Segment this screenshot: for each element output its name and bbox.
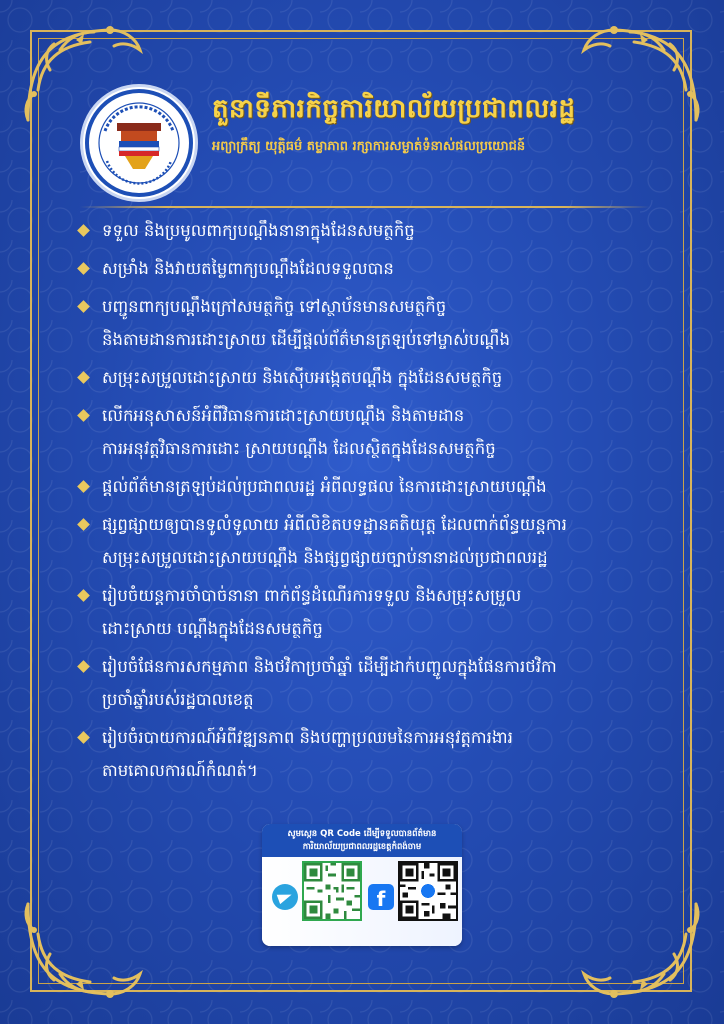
list-item: [76, 399, 666, 465]
list-item-text: រៀបចំយន្តការចាំបាច់នានា ពាក់ព័ន្ធដំណើរការទទួល និងសម្រុះសម្រួល: [102, 586, 522, 605]
diamond-bullet-icon: [78, 661, 89, 672]
diamond-bullet-icon: [78, 410, 89, 421]
list-item-text: សម្រាំង និងវាយតម្លៃពាក្យបណ្ដឹងដែលទទួលបាន: [102, 259, 394, 278]
list-item-text: បញ្ជូនពាក្យបណ្ដឹងក្រៅសមត្ថកិច្ច ទៅស្ថាប័នមានសមត្ថកិច្ច: [102, 297, 447, 316]
list-item: [76, 252, 666, 285]
list-item-text: រៀបចំផែនការសកម្មភាព និងថវិកាប្រចាំឆ្នាំ ដើម្បីដាក់បញ្ចូលក្នុងផែនការថវិកា: [102, 657, 557, 676]
ombudsman-logo-icon: [80, 84, 198, 202]
page-subtitle: អព្យាក្រឹត្យ យុត្តិធម៌ តម្លាភាព រក្សាការសម្ងាត់ទំនាស់ផលប្រយោជន៍: [212, 139, 526, 154]
duties-list: [76, 214, 666, 792]
diamond-bullet-icon: [78, 519, 89, 530]
qr-heading-line: សូមស្កេន QR Code ដើម្បីទទួលបានព័ត៌មាន: [287, 829, 437, 839]
corner-ornament-icon: [20, 894, 150, 1004]
qr-panel-body: [262, 857, 462, 946]
telegram-icon[interactable]: [272, 884, 298, 910]
list-item-text: ផ្ដល់ព័ត៌មានត្រឡប់ដល់ប្រជាពលរដ្ឋ អំពីលទ្ធផល នៃការដោះស្រាយបណ្ដឹង: [102, 477, 547, 496]
corner-ornament-icon: [574, 894, 704, 1004]
list-item: [76, 650, 666, 716]
diamond-bullet-icon: [78, 590, 89, 601]
list-item-text: និងតាមដានការដោះស្រាយ ដើម្បីផ្ដល់ព័ត៌មានត្រឡប់ទៅម្ចាស់បណ្ដឹង: [102, 330, 510, 349]
list-item: [76, 470, 666, 503]
list-item-text: ដោះស្រាយ បណ្ដឹងក្នុងដែនសមត្ថកិច្ច: [102, 619, 323, 638]
facebook-qr-code-icon[interactable]: [398, 861, 458, 921]
header-divider: [80, 206, 650, 208]
telegram-qr-code-icon[interactable]: [302, 861, 362, 921]
diamond-bullet-icon: [78, 372, 89, 383]
list-item-text: រៀបចំរបាយការណ៍អំពីវឌ្ឍនភាព និងបញ្ហាប្រឈមនៃការអនុវត្តការងារ: [102, 728, 513, 747]
list-item: [76, 508, 666, 574]
diamond-bullet-icon: [78, 225, 89, 236]
list-item-text: ប្រចាំឆ្នាំរបស់រដ្ឋបាលខេត្ត: [102, 690, 254, 709]
list-item-text: ការអនុវត្តវិធានការដោះ ស្រាយបណ្ដឹង ដែលស្ថិតក្នុងដែនសមត្ថកិច្ច: [102, 439, 496, 458]
list-item-text: តាមគោលការណ៍កំណត់។: [102, 761, 258, 780]
qr-panel-heading: [262, 824, 462, 857]
diamond-bullet-icon: [78, 301, 89, 312]
list-item: [76, 721, 666, 787]
list-item: [76, 214, 666, 247]
list-item-text: សម្រុះសម្រួលដោះស្រាយបណ្ដឹង និងផ្សព្វផ្សាយច្បាប់នានាដល់ប្រជាពលរដ្ឋ: [102, 548, 548, 567]
diamond-bullet-icon: [78, 481, 89, 492]
qr-code-panel: [262, 824, 462, 946]
list-item-text: លើកអនុសាសន៍អំពីវិធានការដោះស្រាយបណ្ដឹង និងតាមដាន: [102, 406, 465, 425]
list-item: [76, 290, 666, 356]
list-item: [76, 361, 666, 394]
list-item-text: ទទួល និងប្រមូលពាក្យបណ្ដឹងនានាក្នុងដែនសមត្ថកិច្ច: [102, 221, 415, 240]
qr-heading-line: ការិយាល័យប្រជាពលរដ្ឋខេត្តកំពង់ចាម: [302, 842, 422, 852]
list-item-text: សម្រុះសម្រួលដោះស្រាយ និងស៊ើបអង្កេតបណ្ដឹង ក្នុងដែនសមត្ថកិច្ច: [102, 368, 503, 387]
facebook-icon[interactable]: f: [368, 884, 394, 910]
list-item: [76, 579, 666, 645]
diamond-bullet-icon: [78, 732, 89, 743]
list-item-text: ផ្សព្វផ្សាយឲ្យបានទូលំទូលាយ អំពីលិខិតបទដ្ឋានគតិយុត្ត ដែលពាក់ព័ន្ធយន្តការ: [102, 515, 567, 534]
page-title: តួនាទីភារកិច្ចការិយាល័យប្រជាពលរដ្ឋ: [212, 94, 576, 124]
diamond-bullet-icon: [78, 263, 89, 274]
